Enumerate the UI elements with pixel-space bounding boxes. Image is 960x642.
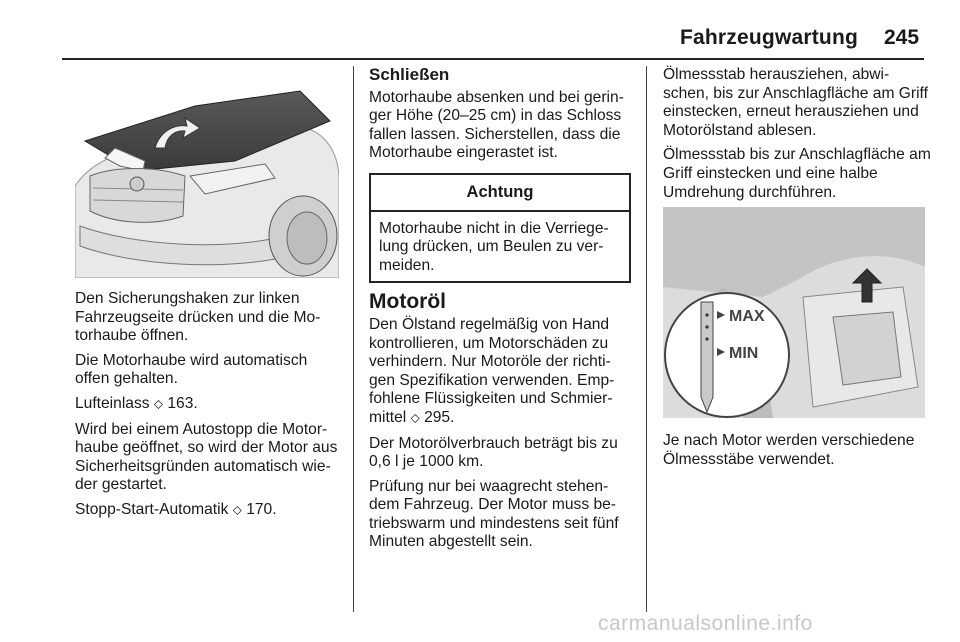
page-header-title: Fahrzeugwartung bbox=[680, 26, 859, 49]
paragraph: Die Motorhaube wird automatisch offen gehalten. bbox=[75, 351, 308, 388]
reference-label: Lufteinlass bbox=[75, 394, 150, 412]
cross-reference-air-intake[interactable] bbox=[75, 395, 345, 415]
paragraph-text: Den Ölstand regelmäßig von Hand kontrollieren, um Motorschäden zu verhindern. Nur Motoröle der richti- gen Spezifikation verwenden. Emp- fohlene Flüssigkeiten und Schmier- mittel bbox=[369, 315, 615, 426]
column-right bbox=[663, 66, 933, 208]
page-number: 245 bbox=[884, 26, 920, 49]
paragraph: Motorhaube absenken und bei gerin- ger Höhe (20–25 cm) in das Schloss fallen lassen. Sicherstellen, dass die Motorhaube eingerastet ist. bbox=[369, 88, 624, 162]
paragraph: Prüfung nur bei waagrecht stehen- dem Fahrzeug. Der Motor muss be- triebswarm und mindestens seit fünf Minuten abgestellt sein. bbox=[369, 477, 619, 551]
paragraph: Ölmessstab herausziehen, abwi- schen, bis zur Anschlagfläche am Griff einstecken, erneut herausziehen und Motorölstand ablesen. bbox=[663, 66, 928, 139]
column-divider-left bbox=[353, 66, 354, 612]
reference-page[interactable]: 295. bbox=[424, 408, 455, 426]
reference-page: 163. bbox=[167, 394, 198, 412]
paragraph: Je nach Motor werden verschiedene Ölmessstäbe verwendet. bbox=[663, 432, 915, 468]
column-left bbox=[75, 290, 345, 527]
header-rule bbox=[62, 58, 924, 60]
paragraph: Wird bei einem Autostopp die Motor- haube geöffnet, so wird der Motor aus Sicherheitsgründen automatisch wie- der gestartet. bbox=[75, 420, 338, 494]
caution-title: Achtung bbox=[371, 175, 629, 212]
reference-label: Stopp-Start-Automatik bbox=[75, 500, 229, 518]
page-reference-arrow-icon[interactable]: ⬦ bbox=[410, 410, 420, 426]
dipstick-max-label: MAX bbox=[729, 308, 765, 325]
section-heading-engine-oil: Motoröl bbox=[369, 290, 446, 314]
column-right-caption bbox=[663, 432, 933, 469]
paragraph: Ölmessstab bis zur Anschlagfläche am Griff einstecken und eine halbe Umdrehung durchführen. bbox=[663, 146, 931, 201]
column-middle bbox=[369, 66, 633, 558]
caution-text: Motorhaube nicht in die Verriege- lung drücken, um Beulen zu ver- meiden. bbox=[379, 219, 609, 274]
watermark: carmanualsonline.info bbox=[598, 612, 813, 635]
cross-reference-stop-start[interactable] bbox=[75, 501, 345, 521]
column-divider-right bbox=[646, 66, 647, 612]
dipstick-min-label: MIN bbox=[729, 345, 759, 362]
subheading-closing: Schließen bbox=[369, 65, 450, 84]
page-reference-arrow-icon: ⬦ bbox=[232, 502, 242, 518]
caution-box bbox=[369, 173, 631, 283]
dipstick-illustration bbox=[663, 207, 925, 418]
paragraph-with-reference bbox=[369, 316, 633, 429]
paragraph: Den Sicherungshaken zur linken Fahrzeugseite drücken und die Mo- torhaube öffnen. bbox=[75, 290, 321, 345]
reference-page: 170. bbox=[246, 500, 277, 518]
paragraph: Der Motorölverbrauch beträgt bis zu 0,6 l je 1000 km. bbox=[369, 434, 618, 471]
page-reference-arrow-icon: ⬦ bbox=[153, 396, 164, 412]
bonnet-open-illustration bbox=[75, 66, 339, 278]
